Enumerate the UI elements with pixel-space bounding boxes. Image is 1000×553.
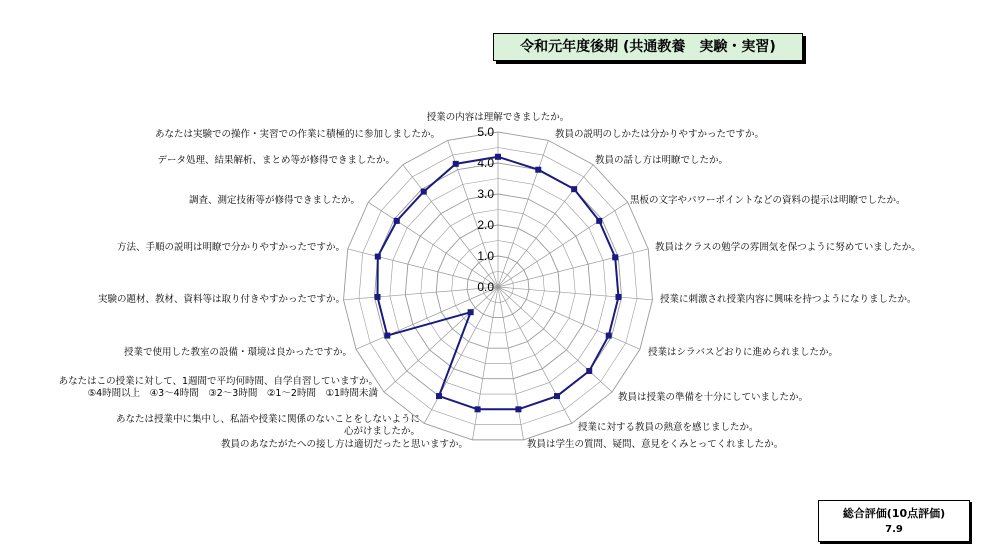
category-label: 授業に刺激され授業内容に興味を持つようになりましたか。 <box>660 294 917 305</box>
category-label: 方法、手順の説明は明瞭で分かりやすかったですか。 <box>116 242 345 253</box>
data-point <box>615 294 621 300</box>
category-label: 授業の内容は理解できましたか。 <box>426 112 570 123</box>
grid-spoke <box>498 287 652 300</box>
grid-spoke <box>344 287 498 300</box>
category-label: 教員は授業の準備を十分にしていましたか。 <box>618 392 809 403</box>
category-label: あなたは授業中に集中し、私語や授業に関係のないことをしないように心がけましたか。 <box>115 414 420 437</box>
grid-spoke <box>498 202 628 287</box>
data-point <box>394 218 400 224</box>
category-label: あなたはこの授業に対して、1週間で平均何時間、自学自習していますか。 ⑤4時間以上 ④3～4時間 ③2～3時間 ②1～2時間 ①1時間未満 <box>58 376 378 399</box>
category-label: 教員は学生の質問、疑問、意見をくみとってくれましたか。 <box>527 439 784 450</box>
category-label: あなたは実験での操作・実習での作業に積極的に参加しましたか。 <box>154 129 440 140</box>
category-label: データ処理、結果解析、まとめ等が修得できましたか。 <box>157 155 395 166</box>
data-point <box>606 333 612 339</box>
overall-score-label: 総合評価(10点評価) <box>842 507 946 520</box>
category-label: 教員の話し方は明瞭でしたか。 <box>595 155 729 166</box>
category-label: 実験の題材、教材、資料等は取り付きやすかったですか。 <box>97 294 345 305</box>
category-label: 黒板の文字やパワーポイントなどの資料の提示は明瞭でしたか。 <box>630 195 906 206</box>
tick-label: 5.0 <box>477 125 494 139</box>
grid-spoke <box>368 202 498 287</box>
data-point <box>586 368 592 374</box>
tick-label: 4.0 <box>477 156 494 170</box>
overall-score-value: 7.9 <box>885 524 903 535</box>
tick-label: 1.0 <box>477 249 494 263</box>
data-point <box>535 167 541 173</box>
data-point <box>571 186 577 192</box>
data-point <box>375 294 381 300</box>
category-label: 教員のあなたがたへの接し方は適切だったと思いますか。 <box>220 439 468 450</box>
data-point <box>612 254 618 260</box>
grid-spoke <box>384 287 498 392</box>
tick-label: 2.0 <box>477 218 494 232</box>
data-point <box>453 161 459 167</box>
data-point <box>436 393 442 399</box>
data-point <box>495 154 501 160</box>
category-label: 調査、測定技術等が修得できましたか。 <box>188 195 360 206</box>
data-point <box>384 333 390 339</box>
data-point <box>475 406 481 412</box>
data-point <box>515 406 521 412</box>
category-label: 授業に対する教員の熱意を感じましたか。 <box>578 422 759 433</box>
overall-score-box <box>818 500 970 542</box>
grid-spoke <box>498 287 612 392</box>
data-point <box>375 254 381 260</box>
grid-spoke <box>498 249 648 287</box>
tick-label: 0.0 <box>477 280 494 294</box>
radar-grid <box>344 132 653 440</box>
data-point <box>468 309 474 315</box>
data-point <box>421 189 427 195</box>
grid-spoke <box>498 140 548 287</box>
grid-spoke <box>348 249 498 287</box>
chart-title: 令和元年度後期 (共通教養 実験・実習) <box>493 33 803 61</box>
data-point <box>554 393 560 399</box>
category-label: 授業で使用した教室の設備・環境は良かったですか。 <box>123 347 352 358</box>
tick-label: 3.0 <box>477 187 494 201</box>
category-label: 教員はクラスの勉学の雰囲気を保つように努めていましたか。 <box>655 242 921 253</box>
data-point <box>596 218 602 224</box>
category-label: 教員の説明のしかたは分かりやすかったですか。 <box>555 129 765 140</box>
category-label: 授業はシラバスどおりに進められましたか。 <box>648 347 839 358</box>
grid-spoke <box>498 165 593 287</box>
